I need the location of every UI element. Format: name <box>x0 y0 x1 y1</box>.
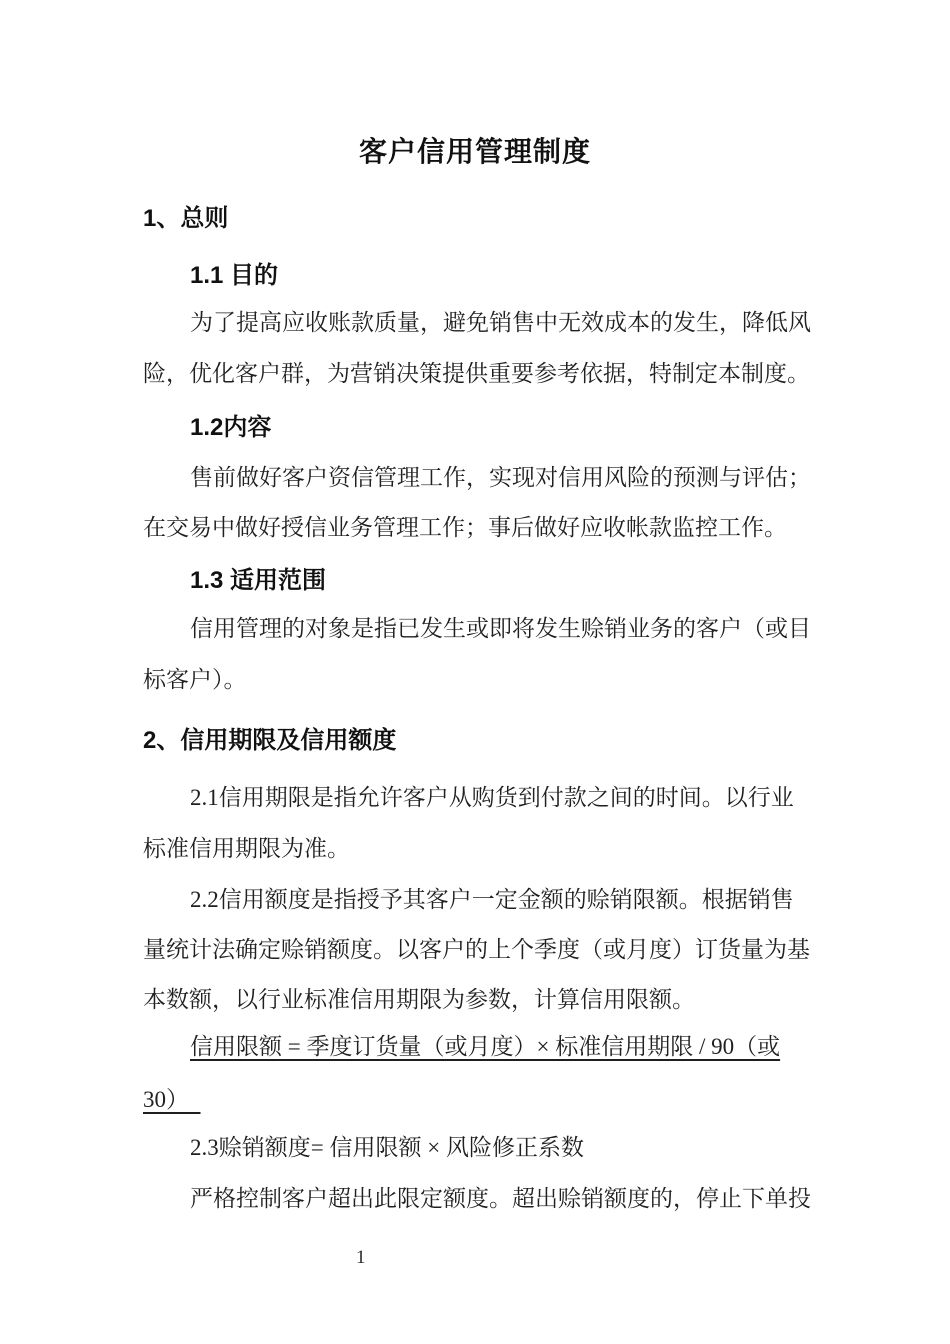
paragraph-2-1-line-2: 标准信用期限为准。 <box>143 836 350 861</box>
paragraph-1-3-line-1: 信用管理的对象是指已发生或即将发生赊销业务的客户（或目 <box>190 616 811 641</box>
page-number: 1 <box>356 1247 366 1268</box>
paragraph-1-2-line-2: 在交易中做好授信业务管理工作；事后做好应收帐款监控工作。 <box>143 515 787 540</box>
paragraph-1-1-line-1: 为了提高应收账款质量，避免销售中无效成本的发生，降低风 <box>190 310 811 335</box>
credit-limit-formula-line-2: 30） <box>143 1087 201 1112</box>
paragraph-1-2-line-1: 售前做好客户资信管理工作，实现对信用风险的预测与评估； <box>190 465 811 490</box>
subsection-1-3-heading: 1.3 适用范围 <box>190 567 327 594</box>
paragraph-2-2-line-1: 2.2信用额度是指授予其客户一定金额的赊销限额。根据销售 <box>190 887 794 912</box>
paragraph-1-1-line-2: 险，优化客户群，为营销决策提供重要参考依据，特制定本制度。 <box>143 361 810 386</box>
paragraph-1-3-line-2: 标客户）。 <box>143 667 247 692</box>
subsection-1-2-heading: 1.2内容 <box>190 414 272 441</box>
document-title: 客户信用管理制度 <box>358 136 591 167</box>
paragraph-2-1-line-1: 2.1信用期限是指允许客户从购货到付款之间的时间。以行业 <box>190 785 794 810</box>
subsection-1-1-heading: 1.1 目的 <box>190 262 279 289</box>
paragraph-2-4-line: 严格控制客户超出此限定额度。超出赊销额度的，停止下单投 <box>190 1186 811 1211</box>
credit-limit-formula-line-1: 信用限额 = 季度订货量（或月度）× 标准信用期限 / 90（或 <box>190 1034 781 1059</box>
paragraph-2-2-line-2: 量统计法确定赊销额度。以客户的上个季度（或月度）订货量为基 <box>143 937 810 962</box>
paragraph-2-3-line: 2.3赊销额度= 信用限额 × 风险修正系数 <box>190 1135 584 1160</box>
section-2-heading: 2、信用期限及信用额度 <box>143 727 397 754</box>
section-1-heading: 1、总则 <box>143 205 229 232</box>
paragraph-2-2-line-3: 本数额，以行业标准信用期限为参数，计算信用限额。 <box>143 987 695 1012</box>
